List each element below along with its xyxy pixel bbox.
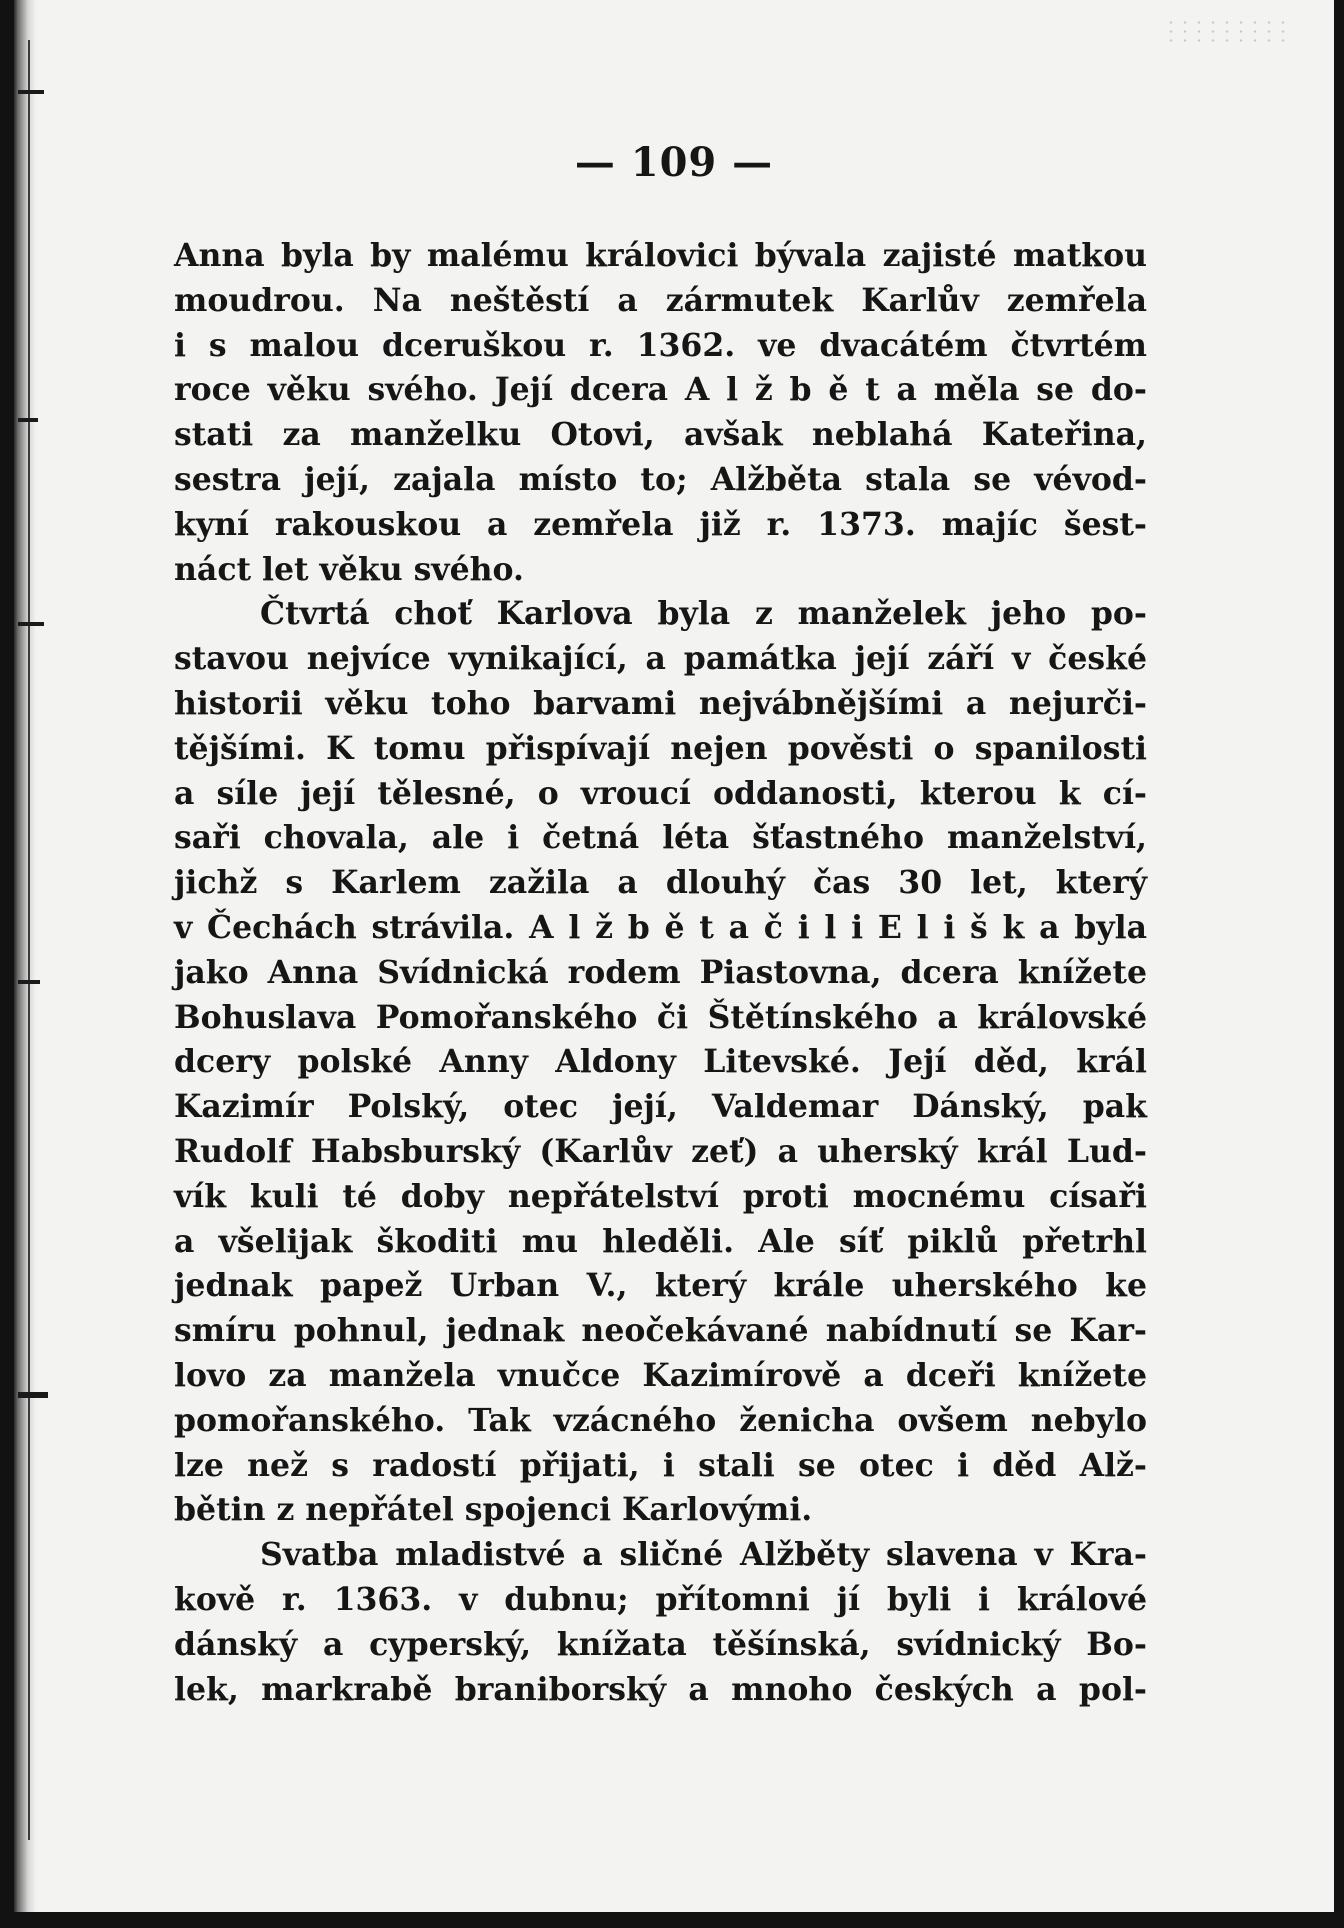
text-line: stati za manželku Otovi, avšak neblahá Kateřina, <box>174 416 1147 454</box>
text-line: jichž s Karlem zažila a dlouhý čas 30 let, který <box>174 864 1147 902</box>
text-line: kyní rakouskou a zemřela již r. 1373. majíc šest- <box>174 505 1147 543</box>
text-line: jako Anna Svídnická rodem Piastovna, dcera knížete <box>174 953 1147 991</box>
text-line: lovo za manžela vnučce Kazimírově a dceři knížete <box>174 1356 1147 1394</box>
margin-mark <box>18 418 38 422</box>
text-line: jednak papež Urban V., který krále uherského ke <box>174 1267 1147 1305</box>
text-line: dánský a cyperský, knížata těšínská, svídnický Bo- <box>174 1625 1147 1663</box>
book-page <box>14 0 1334 1912</box>
text-line: kově r. 1363. v dubnu; přítomni jí byli i králové <box>174 1580 1147 1618</box>
text-line: Rudolf Habsburský (Karlův zeť) a uherský král Lud- <box>174 1132 1147 1170</box>
margin-mark <box>18 90 44 94</box>
text-line: lek, markrabě braniborský a mnoho českých a pol- <box>174 1670 1147 1708</box>
text-line: Kazimír Polský, otec její, Valdemar Dánský, pak <box>174 1088 1147 1126</box>
text-line: moudrou. Na neštěstí a zármutek Karlův zemřela <box>174 281 1147 319</box>
text-line: smíru pohnul, jednak neočekávané nabídnutí se Kar- <box>174 1312 1147 1350</box>
text-line: Anna byla by malému královici bývala zajisté matkou <box>174 237 1147 274</box>
text-line: lze než s radostí přijati, i stali se otec i děd Alž- <box>174 1446 1147 1484</box>
margin-mark <box>18 1392 48 1398</box>
text-line: roce věku svého. Její dcera A l ž b ě t a měla se do- <box>174 371 1147 409</box>
text-line: stavou nejvíce vynikající, a památka její září v české <box>174 640 1147 678</box>
binding-edge-shadow <box>14 0 36 1912</box>
text-line: i s malou dceruškou r. 1362. ve dvacátém čtvrtém <box>174 326 1147 364</box>
text-line: Bohuslava Pomořanského či Štětínského a královské <box>174 998 1147 1036</box>
text-line: saři chovala, ale i četná léta šťastného manželství, <box>174 819 1147 857</box>
text-line: historii věku toho barvami nejvábnějšími a nejurči- <box>174 684 1147 722</box>
text-line: dcery polské Anny Aldony Litevské. Její děd, král <box>174 1043 1147 1081</box>
text-line: bětin z nepřátel spojenci Karlovými. <box>174 1491 813 1529</box>
text-line: náct let věku svého. <box>174 550 524 588</box>
text-line: tějšími. K tomu přispívají nejen pověsti o spanilosti <box>174 729 1147 767</box>
text-line: sestra její, zajala místo to; Alžběta stala se vévod- <box>174 460 1147 498</box>
text-line: pomořanského. Tak vzácného ženicha ovšem nebylo <box>174 1401 1147 1439</box>
text-line: v Čechách strávila. A l ž b ě t a č i l i E l i š k a byla <box>174 908 1147 946</box>
margin-mark <box>18 622 44 626</box>
text-line: a síle její tělesné, o vroucí oddanosti, kterou k cí- <box>174 774 1147 812</box>
text-line: Čtvrtá choť Karlova byla z manželek jeho po- <box>260 595 1147 633</box>
paper-speckles <box>1164 18 1294 48</box>
text-line: vík kuli té doby nepřátelství proti mocnému císaři <box>174 1177 1147 1215</box>
page-number: — 109 — <box>574 139 774 186</box>
text-line: Svatba mladistvé a sličné Alžběty slavena v Kra- <box>260 1536 1147 1574</box>
body-text <box>174 234 1147 1712</box>
margin-mark <box>18 980 40 984</box>
margin-binding-line <box>28 40 30 1840</box>
text-line: a všelijak škoditi mu hleděli. Ale síť piklů přetrhl <box>174 1222 1147 1260</box>
